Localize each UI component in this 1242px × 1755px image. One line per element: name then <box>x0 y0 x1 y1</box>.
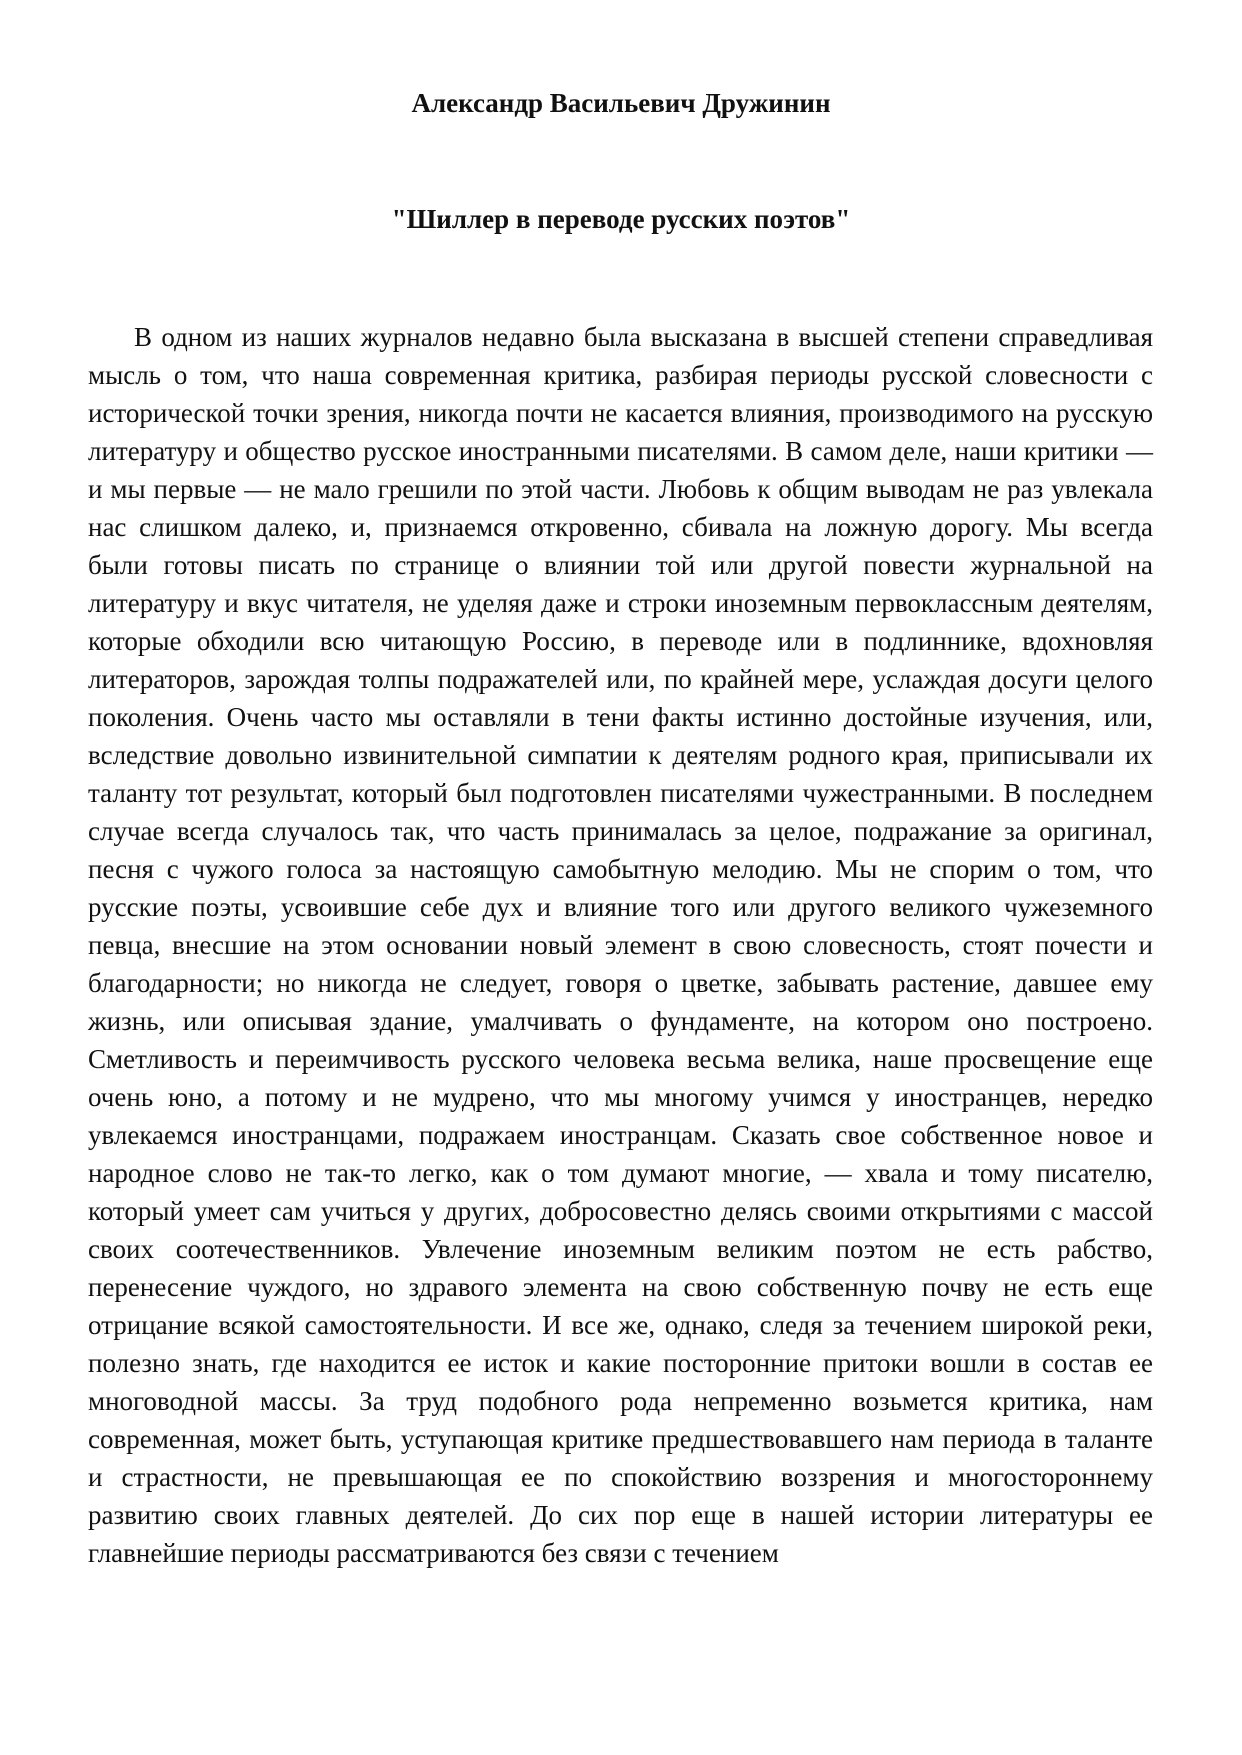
body-paragraph: В одном из наших журналов недавно была высказана в высшей степени справедливая мысль о том, что наша современная критика, разбирая периоды русской словесности с исторической точки зрения, никогда почти не касается влияния, производимого на русскую литературу и общество русское иностранными писателями. В самом деле, наши критики — и мы первые — не мало грешили по этой части. Любовь к общим выводам не раз увлекала нас слишком далеко, и, признаемся откровенно, сбивала на ложную дорогу. Мы всегда были готовы писать по странице о влиянии той или другой повести журнальной на литературу и вкус читателя, не уделяя даже и строки иноземным первоклассным деятелям, которые обходили всю читающую Россию, в переводе или в подлиннике, вдохновляя литераторов, зарождая толпы подражателей или, по крайней мере, услаждая досуги целого поколения. Очень часто мы оставляли в тени факты истинно достойные изучения, или, вследствие довольно извинительной симпатии к деятелям родного края, приписывали их таланту тот результат, который был подготовлен писателями чужестранными. В последнем случае всегда случалось так, что часть принималась за целое, подражание за оригинал, песня с чужого голоса за настоящую самобытную мелодию. Мы не спорим о том, что русские поэты, усвоившие себе дух и влияние того или другого великого чужеземного певца, внесшие на этом основании новый элемент в свою словесность, стоят почести и благодарности; но никогда не следует, говоря о цветке, забывать растение, давшее ему жизнь, или описывая здание, умалчивать о фундаменте, на котором оно построено. Сметливость и переимчивость русского человека весьма велика, наше просвещение еще очень юно, а потому и не мудрено, что мы многому учимся у иностранцев, нередко увлекаемся иностранцами, подражаем иностранцам. Сказать свое собственное новое и народное слово не так-то легко, как о том думают многие, — хвала и тому писателю, который умеет сам учиться у других, добросовестно делясь своими открытиями с массой своих соотечественников. Увлечение иноземным великим поэтом не есть рабство, перенесение чуждого, но здравого элемента на свою собственную почву не есть еще отрицание всякой самостоятельности. И все же, однако, следя за течением широкой реки, полезно знать, где находится ее исток и какие посторонние притоки вошли в состав ее многоводной массы. За труд подобного рода непременно возьмется критика, нам современная, может быть, уступающая критике предшествовавшего нам периода в таланте и страстности, не превышающая ее по спокойствию воззрения и многостороннему развитию своих главных деятелей. До сих пор еще в нашей истории литературы ее главнейшие периоды рассматриваются без связи с течением <box>88 322 1153 1568</box>
document-title: "Шиллер в переводе русских поэтов" <box>391 204 851 234</box>
author-name: Александр Васильевич Дружинин <box>411 88 831 118</box>
